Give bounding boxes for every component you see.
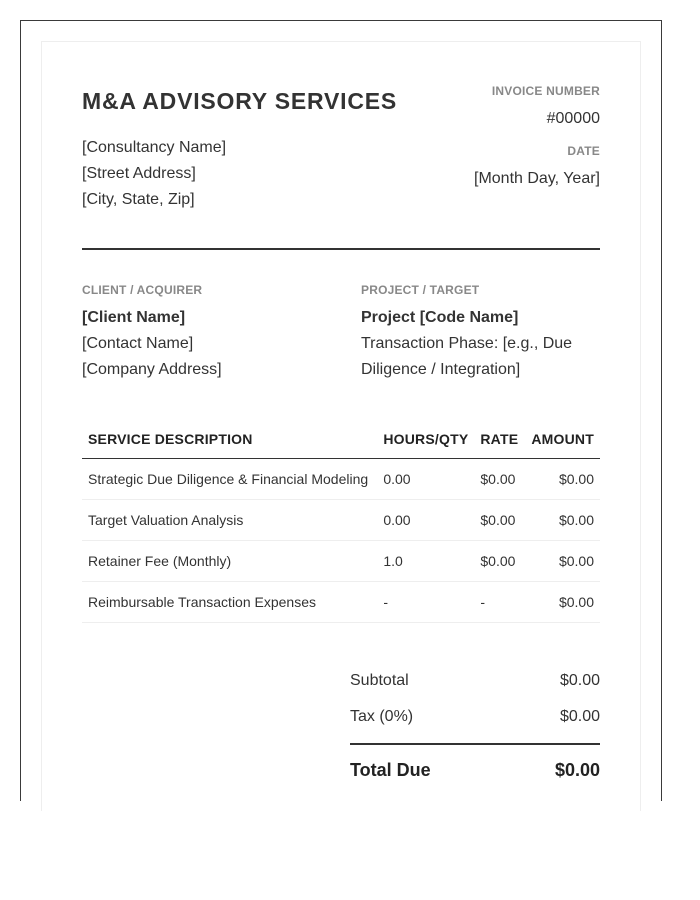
client-section-label: CLIENT / ACQUIRER	[82, 283, 203, 297]
row-rate: $0.00	[474, 458, 525, 499]
row-rate: $0.00	[474, 540, 525, 581]
consultancy-name: [Consultancy Name]	[82, 139, 227, 156]
col-header-description: SERVICE DESCRIPTION	[82, 420, 377, 458]
project-name: Project [Code Name]	[361, 309, 519, 326]
table-header-row	[82, 420, 600, 458]
table-row	[82, 581, 600, 622]
row-qty: 1.0	[377, 540, 474, 581]
col-header-amount: AMOUNT	[525, 420, 600, 458]
company-name: M&A ADVISORY SERVICES	[82, 88, 398, 114]
street-address: [Street Address]	[82, 165, 196, 182]
table-row	[82, 540, 600, 581]
date-label: DATE	[567, 144, 600, 158]
row-amount: $0.00	[525, 458, 600, 499]
total-due-label: Total Due	[350, 760, 431, 780]
services-table	[82, 420, 600, 623]
row-amount: $0.00	[525, 499, 600, 540]
project-section-label: PROJECT / TARGET	[361, 283, 480, 297]
transaction-phase: Transaction Phase: [e.g., Due	[361, 335, 573, 352]
table-row	[82, 458, 600, 499]
col-header-qty: HOURS/QTY	[377, 420, 474, 458]
row-amount: $0.00	[525, 540, 600, 581]
subtotal-label: Subtotal	[350, 672, 409, 689]
invoice-number: #00000	[546, 110, 600, 127]
row-qty: 0.00	[377, 499, 474, 540]
invoice-date: [Month Day, Year]	[474, 170, 600, 187]
tax-label: Tax (0%)	[350, 708, 414, 725]
row-rate: -	[474, 581, 525, 622]
table-row	[82, 499, 600, 540]
total-due-value: $0.00	[554, 760, 600, 780]
row-qty: -	[377, 581, 474, 622]
transaction-phase-cont: Diligence / Integration]	[361, 361, 521, 378]
header-divider	[82, 248, 600, 250]
row-description: Target Valuation Analysis	[82, 499, 377, 540]
col-header-rate: RATE	[474, 420, 525, 458]
subtotal-value: $0.00	[559, 672, 600, 689]
tax-value: $0.00	[559, 708, 600, 725]
row-description: Retainer Fee (Monthly)	[82, 540, 377, 581]
row-description: Strategic Due Diligence & Financial Modeling	[82, 458, 377, 499]
client-name: [Client Name]	[82, 309, 186, 326]
city-state-zip: [City, State, Zip]	[82, 191, 195, 208]
row-qty: 0.00	[377, 458, 474, 499]
totals-divider	[350, 743, 600, 745]
row-description: Reimbursable Transaction Expenses	[82, 581, 377, 622]
client-contact: [Contact Name]	[82, 335, 194, 352]
row-rate: $0.00	[474, 499, 525, 540]
client-address: [Company Address]	[82, 361, 222, 378]
invoice-number-label: INVOICE NUMBER	[491, 84, 600, 98]
row-amount: $0.00	[525, 581, 600, 622]
